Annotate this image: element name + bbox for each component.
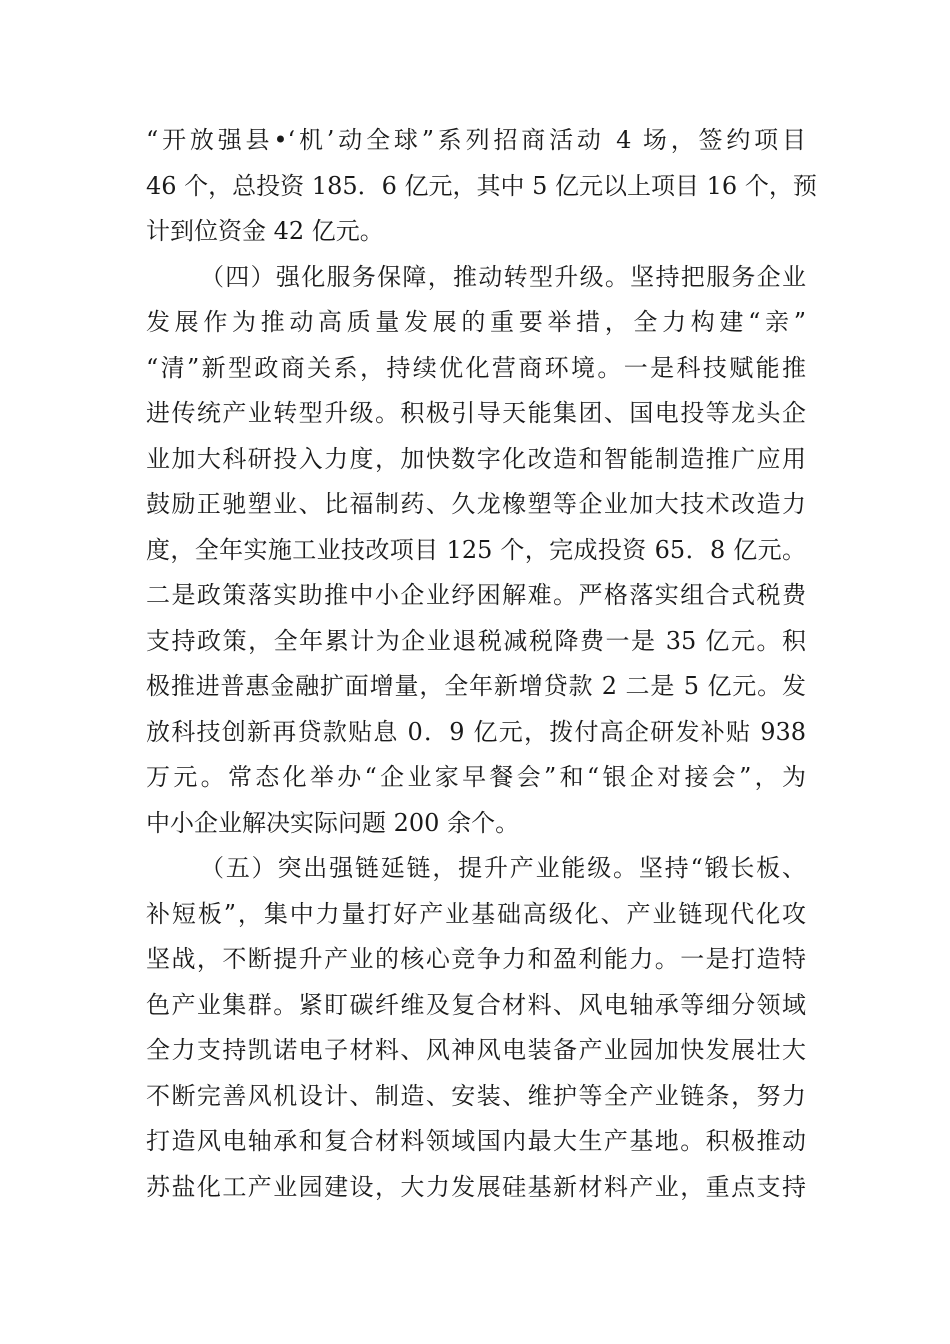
text-line: 极推进普惠金融扩面增量，全年新增贷款 2 二是 5 亿元。发 [146, 672, 806, 700]
text-line: 鼓励正驰塑业、比福制药、久龙橡塑等企业加大技术改造力 [146, 490, 806, 518]
body-text [146, 118, 817, 1210]
text-line: 苏盐化工产业园建设，大力发展硅基新材料产业，重点支持 [146, 1172, 806, 1201]
text-line: 度，全年实施工业技改项目 125 个，完成投资 65．8 亿元。 [146, 535, 806, 564]
section-heading-line: （四）强化服务保障，推动转型升级。坚持把服务企业 [200, 262, 806, 291]
text-line: 二是政策落实助推中小企业纾困解难。严格落实组合式税费 [146, 581, 806, 609]
text-line: 万元。常态化举办“企业家早餐会”和“银企对接会”，为 [146, 763, 806, 791]
text-line: “开放强县•‘机’动全球”系列招商活动 4 场，签约项目 [146, 126, 806, 154]
text-line: 打造风电轴承和复合材料领域国内最大生产基地。积极推动 [146, 1127, 806, 1155]
text-line: 补短板”，集中力量打好产业基础高级化、产业链现代化攻 [146, 899, 806, 928]
text-line: 业加大科研投入力度，加快数字化改造和智能制造推广应用 [146, 444, 806, 473]
text-line: 发展作为推动高质量发展的重要举措，全力构建“亲” [146, 308, 806, 336]
text-line: 坚战，不断提升产业的核心竞争力和盈利能力。一是打造特 [146, 945, 806, 973]
text-line: 进传统产业转型升级。积极引导天能集团、国电投等龙头企 [146, 399, 806, 427]
text-line: 计到位资金 42 亿元。 [146, 217, 384, 245]
text-line: 色产业集群。紧盯碳纤维及复合材料、风电轴承等细分领域 [146, 990, 806, 1019]
text-line: 支持政策，全年累计为企业退税减税降费一是 35 亿元。积 [146, 626, 806, 655]
text-line: 中小企业解决实际问题 200 余个。 [146, 808, 520, 837]
text-line: 放科技创新再贷款贴息 0．9 亿元，拨付高企研发补贴 938 [146, 717, 806, 746]
text-line: “清”新型政商关系，持续优化营商环境。一是科技赋能推 [146, 353, 806, 382]
text-line: 46 个，总投资 185．6 亿元，其中 5 亿元以上项目 16 个，预 [146, 171, 817, 200]
section-heading-line: （五）突出强链延链，提升产业能级。坚持“锻长板、 [200, 854, 806, 882]
text-line: 全力支持凯诺电子材料、风神风电装备产业园加快发展壮大 [146, 1036, 806, 1064]
text-line: 不断完善风机设计、制造、安装、维护等全产业链条，努力 [146, 1081, 806, 1110]
